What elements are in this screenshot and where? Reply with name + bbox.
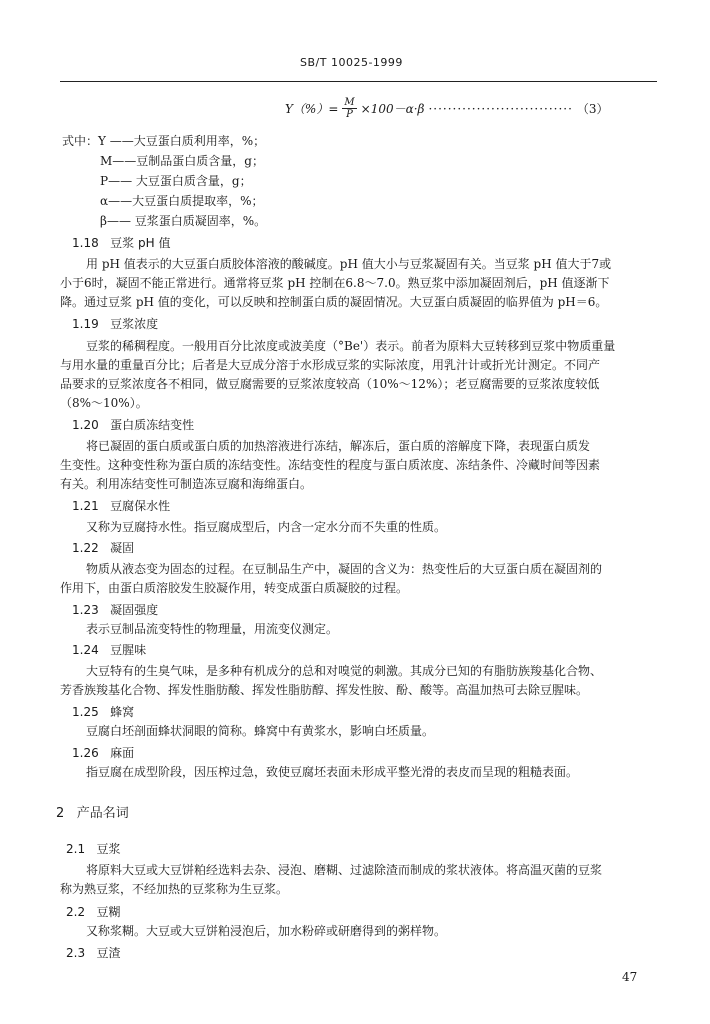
section-title: 豆渣 (96, 946, 121, 960)
section-heading-2-1 (66, 840, 121, 857)
formula-number: （3） (576, 102, 609, 116)
formula-fraction (342, 97, 356, 120)
paragraph-line: 表示豆制品流变特性的物理量，用流变仪测定。 (86, 622, 339, 636)
section-number: 2.2 (66, 905, 86, 919)
section-heading-1-23 (72, 601, 158, 618)
chapter-title: 产品名词 (76, 806, 129, 821)
section-title: 豆浆 (96, 842, 121, 856)
section-title: 豆腥味 (110, 643, 147, 657)
paragraph-line: 豆浆的稀稠程度。一般用百分比浓度或波美度（°Be'）表示。前者为原料大豆转移到豆浆中物质重量 (86, 339, 616, 353)
formula-3 (285, 97, 609, 120)
paragraph-line: 与用水量的重量百分比；后者是大豆成分溶于水形成豆浆的实际浓度，用乳汁计或折光计测定。不同产 (60, 358, 601, 372)
section-title: 凝固强度 (110, 603, 159, 617)
variable-line: 式中：Y ——大豆蛋白质利用率，%； (62, 134, 266, 148)
section-heading-1-21 (72, 497, 170, 514)
formula-rhs: ×100－α·β (360, 102, 425, 116)
paragraph-line: 称为熟豆浆，不经加热的豆浆称为生豆浆。 (60, 882, 289, 896)
section-heading-1-25 (72, 703, 134, 720)
paragraph-line: 小于6时，凝固不能正常进行。通常将豆浆 pH 控制在6.8～7.0。熟豆浆中添加凝固剂后，pH 值逐渐下 (60, 276, 610, 290)
paragraph-line: 生变性。这种变性称为蛋白质的冻结变性。冻结变性的程度与蛋白质浓度、冻结条件、冷藏时间等因素 (60, 458, 601, 472)
section-number: 1.22 (72, 541, 99, 555)
paragraph-line: 用 pH 值表示的大豆蛋白质胶体溶液的酸碱度。pH 值大小与豆浆凝固有关。当豆浆 pH 值大于7或 (86, 257, 612, 271)
paragraph-line: 作用下，由蛋白质溶胶发生胶凝作用，转变成蛋白质凝胶的过程。 (60, 581, 409, 595)
section-heading-2-3 (66, 944, 121, 961)
section-number: 1.21 (72, 499, 99, 513)
formula-numerator: M (344, 97, 355, 108)
section-title: 麻面 (110, 746, 135, 760)
chapter-heading-2 (56, 802, 129, 821)
section-title: 凝固 (110, 541, 135, 555)
section-heading-1-22 (72, 539, 134, 556)
paragraph-line: 有关。利用冻结变性可制造冻豆腐和海绵蛋白。 (60, 477, 313, 491)
paragraph-line: 将已凝固的蛋白质或蛋白质的加热溶液进行冻结，解冻后，蛋白质的溶解度下降，表现蛋白质发 (86, 439, 591, 453)
section-title: 豆腐保水性 (110, 499, 171, 513)
section-number: 1.20 (72, 418, 99, 432)
section-number: 2.3 (66, 946, 86, 960)
section-title: 蛋白质冻结变性 (110, 418, 195, 432)
section-title: 蜂窝 (110, 705, 135, 719)
paragraph-line: 又称为豆腐持水性。指豆腐成型后，内含一定水分而不失重的性质。 (86, 520, 447, 534)
section-number: 1.26 (72, 746, 99, 760)
formula-lhs: Y（%）= (285, 102, 339, 116)
paragraph-line: 指豆腐在成型阶段，因压榨过急，致使豆腐坯表面未形成平整光滑的表皮而呈现的粗糙表面。 (86, 765, 579, 779)
variable-line: M——豆制品蛋白质含量，g； (100, 154, 264, 168)
section-number: 1.23 (72, 603, 99, 617)
section-number: 1.24 (72, 643, 99, 657)
paragraph-line: （8%～10%）。 (60, 396, 148, 410)
section-title: 豆浆 pH 值 (110, 236, 171, 250)
variable-line: P—— 大豆蛋白质含量，g； (100, 174, 252, 188)
section-heading-1-26 (72, 744, 134, 761)
section-number: 2.1 (66, 842, 86, 856)
section-heading-1-19 (72, 315, 158, 332)
page-number: 47 (622, 970, 638, 984)
section-number: 1.25 (72, 705, 99, 719)
paragraph-line: 芳香族羧基化合物、挥发性脂肪酸、挥发性脂肪醇、挥发性胺、酚、酸等。高温加热可去除豆腥味。 (60, 683, 589, 697)
paragraph-line: 物质从液态变为固态的过程。在豆制品生产中，凝固的含义为：热变性后的大豆蛋白质在凝固剂的 (86, 562, 603, 576)
paragraph-line: 大豆特有的生臭气味，是多种有机成分的总和对嗅觉的刺激。其成分已知的有脂肪族羧基化合物、 (86, 664, 603, 678)
standard-code-header: SB/T 10025-1999 (300, 56, 403, 69)
header-rule (60, 81, 657, 82)
section-heading-1-18 (72, 234, 170, 251)
paragraph-line: 将原料大豆或大豆饼粕经选料去杂、浸泡、磨糊、过滤除渣而制成的浆状液体。将高温灭菌的豆浆 (86, 863, 603, 877)
section-number: 1.19 (72, 317, 99, 331)
paragraph-line: 品要求的豆浆浓度各不相同，做豆腐需要的豆浆浓度较高（10%～12%）；老豆腐需要的豆浆浓度较低 (60, 377, 600, 391)
formula-leader-dots: ······························ (428, 101, 573, 116)
chapter-number: 2 (56, 806, 65, 821)
paragraph-line: 降。通过豆浆 pH 值的变化，可以反映和控制蛋白质的凝固情况。大豆蛋白质凝固的临界值为 pH＝6。 (60, 295, 608, 309)
section-number: 1.18 (72, 236, 99, 250)
section-heading-2-2 (66, 903, 121, 920)
paragraph-line: 豆腐白坯剖面蜂状洞眼的简称。蜂窝中有黄浆水，影响白坯质量。 (86, 724, 435, 738)
variable-line: β—— 豆浆蛋白质凝固率，%。 (100, 214, 267, 228)
section-title: 豆浆浓度 (110, 317, 159, 331)
section-heading-1-20 (72, 416, 194, 433)
formula-denominator: P (346, 109, 353, 120)
section-title: 豆糊 (96, 905, 121, 919)
paragraph-line: 又称浆糊。大豆或大豆饼粕浸泡后，加水粉碎或研磨得到的粥样物。 (86, 924, 447, 938)
variable-line: α——大豆蛋白质提取率，%； (100, 194, 264, 208)
section-heading-1-24 (72, 641, 146, 658)
